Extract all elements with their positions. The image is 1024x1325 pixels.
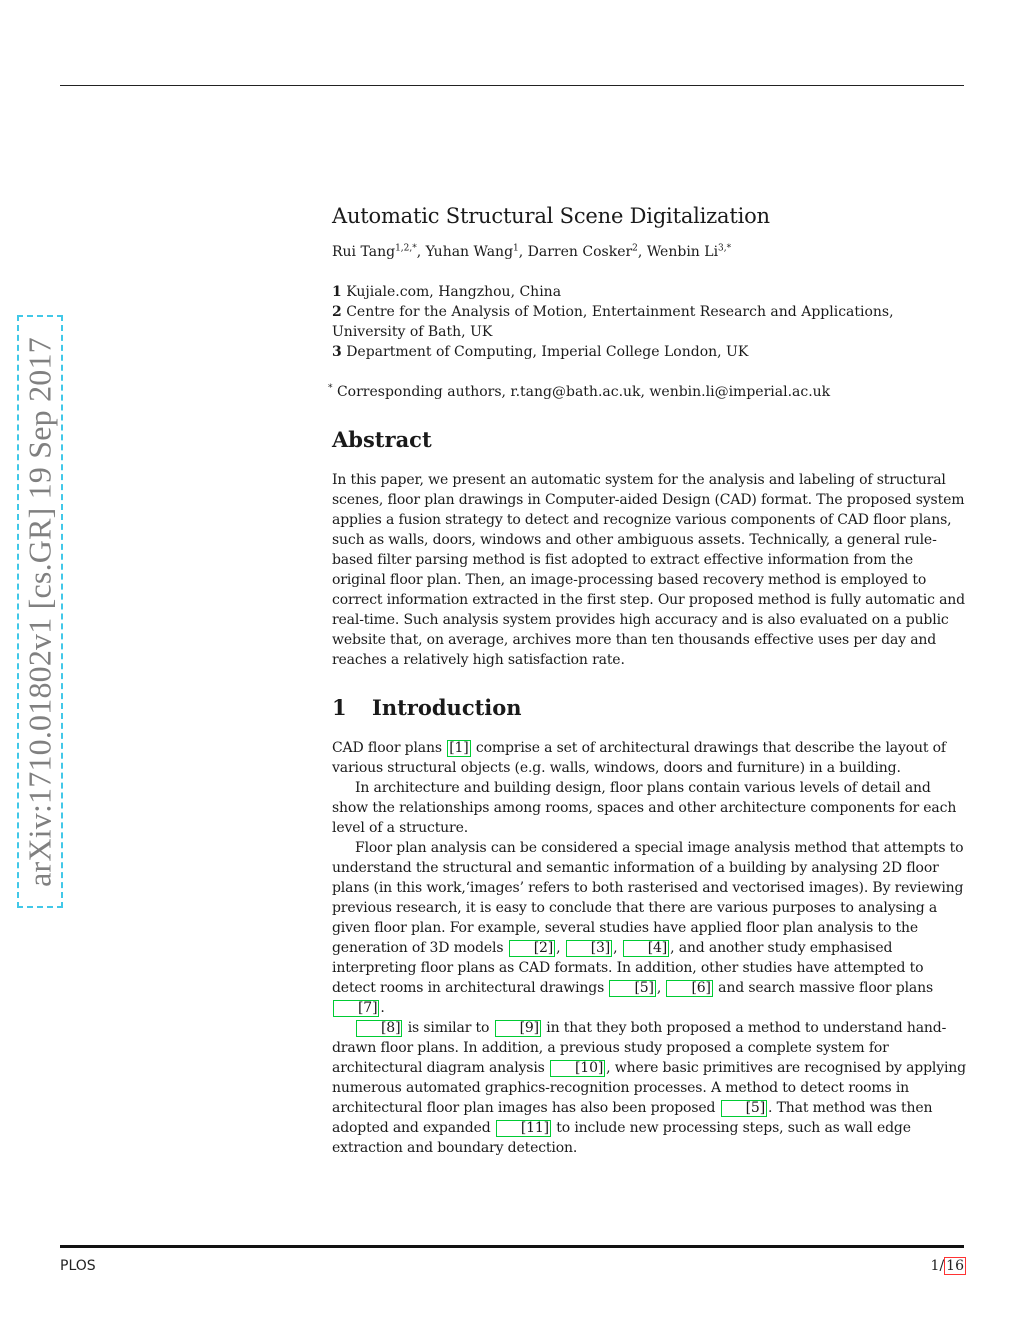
paragraph-text: ,	[613, 940, 622, 956]
citation-link[interactable]: [4]	[623, 940, 669, 957]
paragraph-text: ,	[556, 940, 565, 956]
current-page: 1	[930, 1258, 940, 1274]
corresponding-mark: *	[328, 383, 333, 394]
intro-paragraph-2: In architecture and building design, floor plans contain various levels of detail and show the relationships among rooms, spaces and other architecture components for each level of a structure.	[332, 780, 957, 836]
citation-link[interactable]: [7]	[333, 1000, 379, 1017]
citation-link[interactable]: [10]	[550, 1060, 605, 1077]
author-name: Rui Tang	[332, 244, 396, 260]
paragraph-text: , where basic primitives are recognised by applying numerous automated graphics-recognition processes. A method to detect rooms in architectural floor plan images has also been proposed	[332, 1060, 966, 1116]
paragraph-text: .	[380, 1000, 385, 1016]
journal-name: PLOS	[60, 1258, 96, 1274]
affiliation-item	[332, 282, 968, 302]
affiliation-number: 1	[332, 284, 342, 300]
affiliation-list	[332, 282, 968, 362]
paragraph-text: , and another study emphasised interpreting floor plans as CAD formats. In addition, other studies have attempted to detect rooms in architectural drawings	[332, 940, 924, 996]
affiliation-number: 3	[332, 344, 342, 360]
section-number: 1	[332, 695, 347, 720]
citation-link[interactable]: [3]	[566, 940, 612, 957]
paragraph-text: in that they both proposed a method to understand hand-drawn floor plans. In addition, a previous study proposed a complete system for architectural diagram analysis	[332, 1020, 947, 1076]
abstract-heading: Abstract	[332, 427, 432, 452]
paragraph-text: . That method was then adopted and expanded	[332, 1100, 933, 1136]
section-title: Introduction	[372, 695, 522, 720]
citation-link[interactable]: [5]	[721, 1100, 767, 1117]
citation-link[interactable]: [9]	[495, 1020, 541, 1037]
citation-link[interactable]: [8]	[356, 1020, 402, 1037]
affiliation-text: Kujiale.com, Hangzhou, China	[346, 284, 562, 300]
author-affiliation-mark: 1	[513, 243, 519, 254]
author-name: Yuhan Wang	[425, 244, 514, 260]
paragraph-text: ,	[656, 980, 666, 996]
total-pages-link[interactable]: 16	[946, 1258, 964, 1274]
affiliation-text: Centre for the Analysis of Motion, Entertainment Research and Applications, University of Bath, UK	[332, 304, 894, 340]
paragraph-text: CAD floor plans	[332, 740, 447, 756]
citation-link[interactable]: [5]	[609, 980, 655, 997]
paragraph-text: and search massive floor plans	[713, 980, 933, 996]
author-list: Rui Tang$^{1,2,*}$, Yuhan Wang$^1$, Darren Cosker$^2$, Wenbin $Li^{3,*}$	[332, 243, 732, 260]
corresponding-authors	[328, 382, 968, 402]
author-name: Darren Cosker	[527, 244, 633, 260]
citation-link[interactable]: [2]	[509, 940, 555, 957]
citation-link[interactable]: [1]	[449, 740, 469, 756]
arxiv-stamp[interactable]	[17, 315, 63, 908]
header-rule	[60, 85, 964, 86]
author-affiliation-mark: 3,*	[718, 243, 732, 254]
author-affiliation-mark: 1,2,*	[395, 243, 417, 254]
author-name: Wenbin Li	[646, 244, 719, 260]
paragraph-text: to include new processing steps, such as wall edge extraction and boundary detection.	[332, 1120, 911, 1156]
author-affiliation-mark: 2	[632, 243, 638, 254]
affiliation-item	[332, 302, 968, 342]
intro-paragraph-3	[332, 838, 968, 1018]
page-separator: /	[939, 1258, 945, 1274]
abstract-text: In this paper, we present an automatic system for the analysis and labeling of structural scenes, floor plan drawings in Computer-aided Design (CAD) format. The proposed system applies a fusion strategy to detect and recognize various components of CAD floor plans, such as walls, doors, windows and other ambiguous assets. Technically, a general rule-based filter parsing method is fist adopted to extract effective information from the original floor plan. Then, an image-processing based recovery method is employed to correct information extracted in the first step. Our proposed method is fully automatic and real-time. Such analysis system provides high accuracy and is also evaluated on a public website that, on average, archives more than ten thousands effective uses per day and reaches a relatively high satisfaction rate.	[332, 472, 965, 668]
citation-link[interactable]: [6]	[666, 980, 712, 997]
paragraph-text: is similar to	[403, 1020, 494, 1036]
intro-paragraph-4	[332, 1018, 968, 1158]
affiliation-text: Department of Computing, Imperial College London, UK	[346, 344, 749, 360]
citation-link[interactable]: [11]	[496, 1120, 551, 1137]
arxiv-identifier: arXiv:1710.01802v1 [cs.GR] 19 Sep 2017	[21, 336, 58, 887]
paper-content	[328, 200, 968, 1158]
affiliation-number: 2	[332, 304, 342, 320]
page-number	[931, 1258, 966, 1274]
paragraph-text: Floor plan analysis can be considered a special image analysis method that attempts to understand the structural and semantic information of a building by analysing 2D floor plans (in this work,‘images’ refers to both rasterised and vectorised images). By reviewing previous research, it is easy to conclude that there are various purposes to analysing a given floor plan. For example, several studies have applied floor plan analysis to the generation of 3D models	[332, 840, 964, 956]
intro-paragraph-1	[332, 738, 968, 778]
section-heading-introduction	[332, 692, 968, 724]
affiliation-item	[332, 342, 968, 362]
footer-rule	[60, 1245, 964, 1248]
corresponding-text: Corresponding authors, r.tang@bath.ac.uk, wenbin.li@imperial.ac.uk	[336, 384, 831, 400]
paper-title: Automatic Structural Scene Digitalization	[332, 204, 770, 228]
paragraph-text: comprise a set of architectural drawings that describe the layout of various structural objects (e.g. walls, windows, doors and furniture) in a building.	[332, 740, 946, 776]
